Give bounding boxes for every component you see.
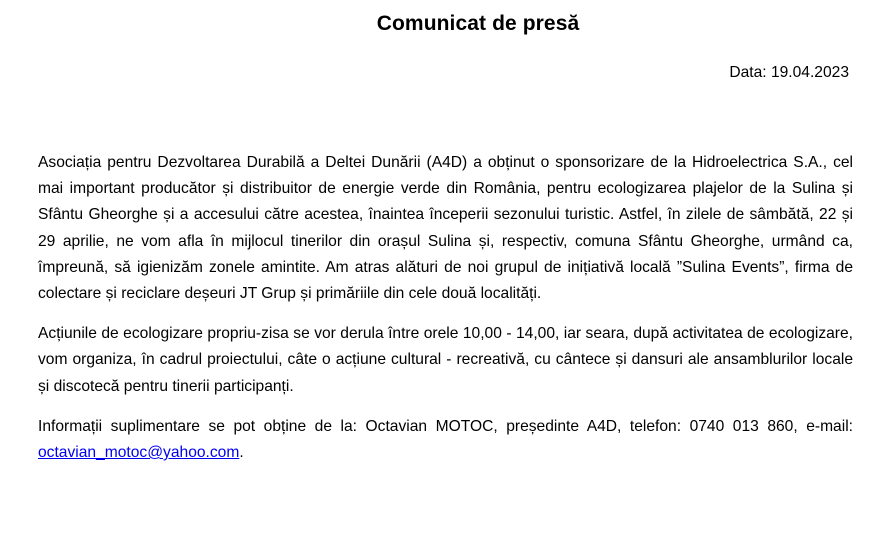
paragraph-sponsorship: Asociația pentru Dezvoltarea Durabilă a Deltei Dunării (A4D) a obținut o sponsorizare de la Hidroelectrica S.A., cel mai important producător și distribuitor de energie verde din România, pentru ecologizarea plajelor de la Sulina și Sfântu Gheorghe și a accesului către acestea, înaintea începerii sezonului turistic. Astfel, în zilele de sâmbătă, 22 și 29 aprilie, ne vom afla în mijlocul tinerilor din orașul Sulina și, respectiv, comuna Sfântu Gheorghe, urmând ca, împreună, să igienizăm zonele amintite. Am atras alături de noi grupul de inițiativă locală ”Sulina Events”, firma de colectare și reciclare deșeuri JT Grup și primăriile din cele două localități. — [38, 154, 853, 303]
paragraph-activities: Acțiunile de ecologizare propriu-zisa se vor derula între orele 10,00 - 14,00, iar seara, după activitatea de ecologizare, vom organiza, în cadrul proiectului, câte o acțiune cultural - recreativă, cu cântece și dansuri ale ansamblurilor locale și discotecă pentru tinerii participanți. — [38, 325, 853, 395]
document-title: Comunicat de presă — [376, 12, 580, 35]
paragraph-contact — [38, 414, 853, 466]
contact-end: . — [239, 444, 244, 462]
date-label: Data: — [729, 64, 767, 81]
body-text — [38, 150, 853, 480]
date-value: 19.04.2023 — [770, 64, 849, 81]
contact-text: Informații suplimentare se pot obține de la: Octavian MOTOC, președinte A4D, telefon: 0740 013 860, e-mail: — [38, 417, 853, 435]
date-line — [729, 64, 849, 82]
email-link[interactable]: octavian_motoc@yahoo.com — [38, 444, 240, 462]
